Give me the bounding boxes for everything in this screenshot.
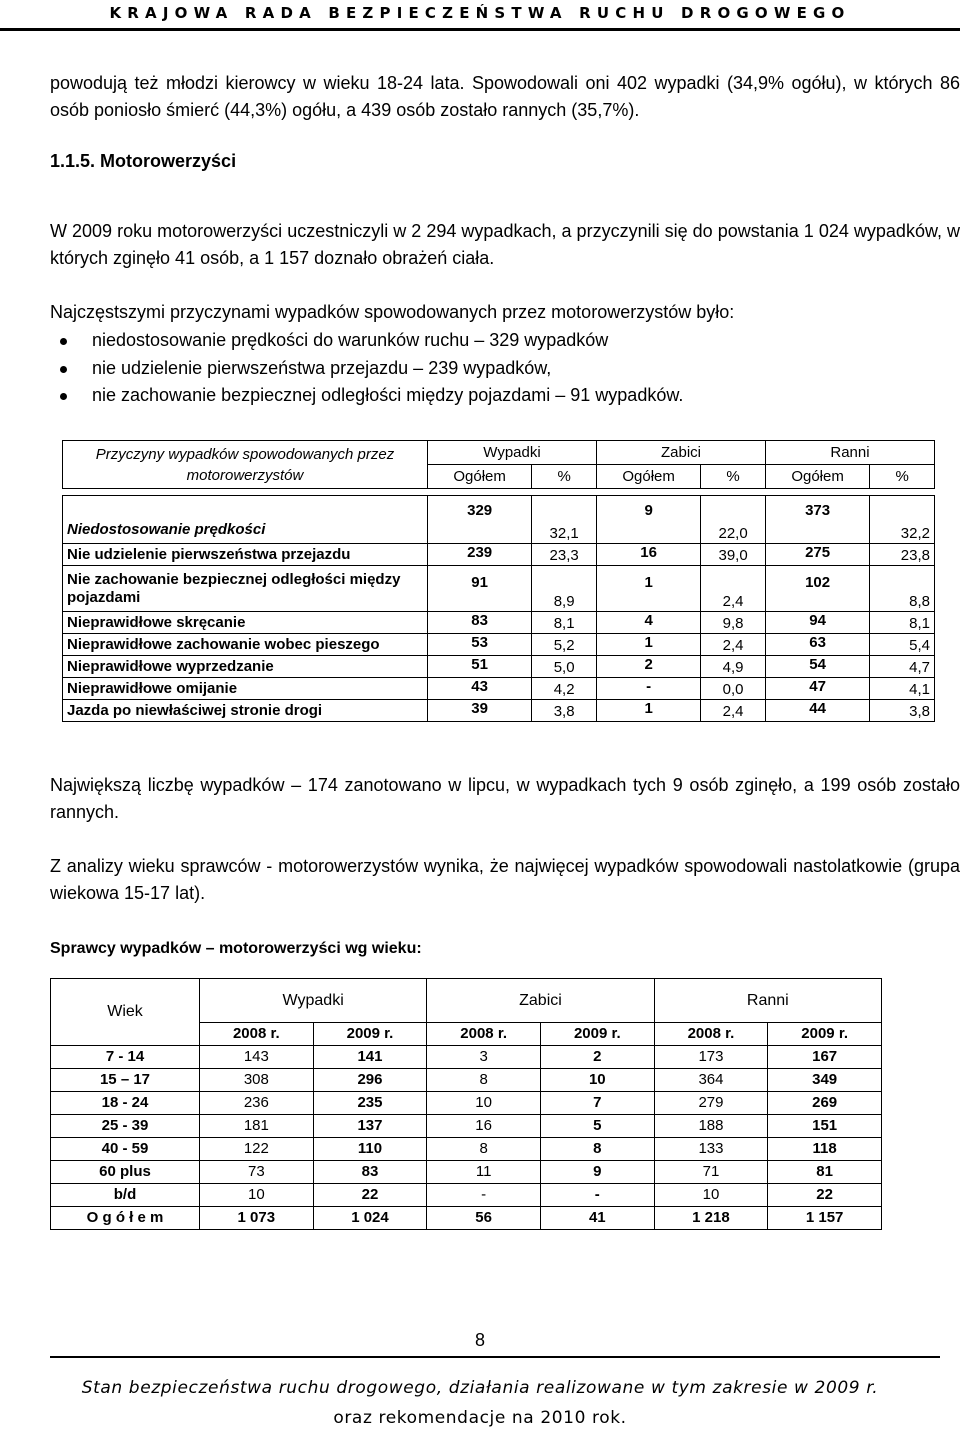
value-cell: 73 <box>200 1161 314 1184</box>
cause-cell: Nie udzielenie pierwszeństwa przejazdu <box>63 544 428 566</box>
group-header: Zabici <box>596 441 765 465</box>
value-cell: 4,2 <box>532 678 597 700</box>
value-cell: 63 <box>765 634 869 656</box>
wiek-header: Wiek <box>51 979 200 1046</box>
value-cell: 43 <box>428 678 532 700</box>
year-header: 2008 r. <box>200 1023 314 1046</box>
table-row <box>51 1046 882 1069</box>
value-cell: 8 <box>427 1069 541 1092</box>
age-cell: b/d <box>51 1184 200 1207</box>
value-cell: 173 <box>654 1046 768 1069</box>
cause-cell: Nieprawidłowe zachowanie wobec pieszego <box>63 634 428 656</box>
table-row <box>51 1184 882 1207</box>
group-header: Ranni <box>654 979 881 1023</box>
value-cell: 235 <box>313 1092 427 1115</box>
value-cell: 1 218 <box>654 1207 768 1230</box>
sub-header: % <box>701 465 766 489</box>
sub-header: % <box>532 465 597 489</box>
value-cell: 279 <box>654 1092 768 1115</box>
age-cell: 25 - 39 <box>51 1115 200 1138</box>
value-cell: - <box>596 678 700 700</box>
value-cell: 9 <box>540 1161 654 1184</box>
value-cell: 54 <box>765 656 869 678</box>
value-cell: 16 <box>596 544 700 566</box>
value-cell: 32,1 <box>532 496 597 544</box>
year-header: 2008 r. <box>427 1023 541 1046</box>
cause-cell: Jazda po niewłaściwej stronie drogi <box>63 700 428 722</box>
value-cell: 2,4 <box>701 566 766 612</box>
header-rule <box>0 28 960 31</box>
value-cell: 8,1 <box>532 612 597 634</box>
sub-header: Ogółem <box>765 465 869 489</box>
value-cell: 2 <box>540 1046 654 1069</box>
value-cell: 4,9 <box>701 656 766 678</box>
value-cell: 2 <box>596 656 700 678</box>
group-header: Zabici <box>427 979 654 1023</box>
age-cell: 7 - 14 <box>51 1046 200 1069</box>
value-cell: 5,2 <box>532 634 597 656</box>
group-header: Wypadki <box>200 979 427 1023</box>
value-cell: 2,4 <box>701 634 766 656</box>
group-header: Wypadki <box>428 441 597 465</box>
table-row <box>63 700 935 722</box>
page-number: 8 <box>474 1330 485 1350</box>
value-cell: 41 <box>540 1207 654 1230</box>
value-cell: 349 <box>768 1069 882 1092</box>
cause-cell: Nieprawidłowe omijanie <box>63 678 428 700</box>
age-cell: 60 plus <box>51 1161 200 1184</box>
value-cell: 1 024 <box>313 1207 427 1230</box>
value-cell: 137 <box>313 1115 427 1138</box>
value-cell: 167 <box>768 1046 882 1069</box>
value-cell: 32,2 <box>870 496 935 544</box>
group-header: Ranni <box>765 441 934 465</box>
value-cell: 1 157 <box>768 1207 882 1230</box>
value-cell: 22 <box>768 1184 882 1207</box>
age-cell: 18 - 24 <box>51 1092 200 1115</box>
value-cell: 10 <box>200 1184 314 1207</box>
value-cell: 11 <box>427 1161 541 1184</box>
value-cell: 0,0 <box>701 678 766 700</box>
value-cell: 3 <box>427 1046 541 1069</box>
table-row <box>63 634 935 656</box>
value-cell: 122 <box>200 1138 314 1161</box>
cause-cell: Nieprawidłowe skręcanie <box>63 612 428 634</box>
table-row <box>51 1115 882 1138</box>
value-cell: 51 <box>428 656 532 678</box>
value-cell: - <box>427 1184 541 1207</box>
value-cell: 236 <box>200 1092 314 1115</box>
causes-list <box>60 327 683 410</box>
value-cell: 44 <box>765 700 869 722</box>
value-cell: 269 <box>768 1092 882 1115</box>
value-cell: 1 073 <box>200 1207 314 1230</box>
value-cell: 1 <box>596 566 700 612</box>
value-cell: 39 <box>428 700 532 722</box>
value-cell: 83 <box>428 612 532 634</box>
sub-header: Ogółem <box>596 465 700 489</box>
value-cell: 1 <box>596 634 700 656</box>
value-cell: 239 <box>428 544 532 566</box>
value-cell: 9 <box>596 496 700 544</box>
cause-cell: Niedostosowanie prędkości <box>63 496 428 544</box>
age-table <box>50 978 882 1230</box>
value-cell: 22,0 <box>701 496 766 544</box>
value-cell: 8 <box>540 1138 654 1161</box>
header-title: KRAJOWA RADA BEZPIECZEŃSTWA RUCHU DROGOWEGO <box>109 4 851 22</box>
value-cell: 102 <box>765 566 869 612</box>
value-cell: 16 <box>427 1115 541 1138</box>
table-row <box>51 1069 882 1092</box>
value-cell: 3,8 <box>532 700 597 722</box>
value-cell: 10 <box>427 1092 541 1115</box>
age-cell: O g ó ł e m <box>51 1207 200 1230</box>
footer-line-1: Stan bezpieczeństwa ruchu drogowego, działania realizowane w tym zakresie w 2009 r. <box>81 1378 879 1398</box>
cause-cell: Nie zachowanie bezpiecznej odległości między pojazdami <box>63 566 428 612</box>
value-cell: 5,0 <box>532 656 597 678</box>
value-cell: 133 <box>654 1138 768 1161</box>
value-cell: 83 <box>313 1161 427 1184</box>
value-cell: 373 <box>765 496 869 544</box>
value-cell: 91 <box>428 566 532 612</box>
table-row <box>51 1092 882 1115</box>
section-paragraph-2: Najczęstszymi przyczynami wypadków spowodowanych przez motorowerzystów było: <box>50 302 735 322</box>
year-header: 2009 r. <box>313 1023 427 1046</box>
list-item: nie udzielenie pierwszeństwa przejazdu – 239 wypadków, <box>60 355 683 383</box>
section-paragraph-1: W 2009 roku motorowerzyści uczestniczyli w 2 294 wypadkach, a przyczynili się do powstania 1 024 wypadków, w których zginęło 41 osób, a 1 157 doznało obrażeń ciała. <box>50 221 960 268</box>
value-cell: 5 <box>540 1115 654 1138</box>
footer-line-2: oraz rekomendacje na 2010 rok. <box>333 1408 627 1428</box>
value-cell: 4,7 <box>870 656 935 678</box>
year-header: 2009 r. <box>540 1023 654 1046</box>
value-cell: 181 <box>200 1115 314 1138</box>
table-row <box>51 1161 882 1184</box>
value-cell: 151 <box>768 1115 882 1138</box>
table-row <box>63 678 935 700</box>
value-cell: 10 <box>654 1184 768 1207</box>
age-cell: 40 - 59 <box>51 1138 200 1161</box>
value-cell: 4 <box>596 612 700 634</box>
table-row <box>51 1207 882 1230</box>
value-cell: 141 <box>313 1046 427 1069</box>
table-row <box>51 1138 882 1161</box>
paragraph-3: Największą liczbę wypadków – 174 zanotowano w lipcu, w wypadkach tych 9 osób zginęło, a 199 osób zostało rannych. <box>50 775 960 822</box>
value-cell: 110 <box>313 1138 427 1161</box>
sub-header: % <box>870 465 935 489</box>
causes-table <box>62 440 935 722</box>
value-cell: 81 <box>768 1161 882 1184</box>
cause-header: Przyczyny wypadków spowodowanych przez motorowerzystów <box>63 441 428 489</box>
list-item: niedostosowanie prędkości do warunków ruchu – 329 wypadków <box>60 327 683 355</box>
value-cell: 2,4 <box>701 700 766 722</box>
intro-paragraph: powodują też młodzi kierowcy w wieku 18-24 lata. Spowodowali oni 402 wypadki (34,9% ogółu), w których 86 osób poniosło śmierć (44,3%) ogółu, a 439 osób zostało rannych (35,7%). <box>50 73 960 120</box>
value-cell: 23,3 <box>532 544 597 566</box>
list-item: nie zachowanie bezpiecznej odległości między pojazdami – 91 wypadków. <box>60 382 683 410</box>
value-cell: 308 <box>200 1069 314 1092</box>
table-row <box>63 612 935 634</box>
year-header: 2008 r. <box>654 1023 768 1046</box>
value-cell: 296 <box>313 1069 427 1092</box>
value-cell: 47 <box>765 678 869 700</box>
value-cell: 364 <box>654 1069 768 1092</box>
value-cell: 275 <box>765 544 869 566</box>
value-cell: 329 <box>428 496 532 544</box>
age-cell: 15 – 17 <box>51 1069 200 1092</box>
value-cell: 53 <box>428 634 532 656</box>
table-row <box>63 656 935 678</box>
value-cell: 8,9 <box>532 566 597 612</box>
table-gap <box>63 489 935 496</box>
value-cell: 22 <box>313 1184 427 1207</box>
value-cell: 9,8 <box>701 612 766 634</box>
table-row <box>63 544 935 566</box>
footer-rule <box>50 1356 940 1358</box>
age-table-title: Sprawcy wypadków – motorowerzyści wg wieku: <box>50 940 422 957</box>
value-cell: 8,8 <box>870 566 935 612</box>
paragraph-4: Z analizy wieku sprawców - motorowerzystów wynika, że najwięcej wypadków spowodowali nastolatkowie (grupa wiekowa 15-17 lat). <box>50 856 960 903</box>
value-cell: 188 <box>654 1115 768 1138</box>
section-heading: 1.1.5. Motorowerzyści <box>50 151 237 171</box>
value-cell: 3,8 <box>870 700 935 722</box>
value-cell: 143 <box>200 1046 314 1069</box>
value-cell: 23,8 <box>870 544 935 566</box>
value-cell: 56 <box>427 1207 541 1230</box>
value-cell: 94 <box>765 612 869 634</box>
table-row <box>63 566 935 612</box>
value-cell: 118 <box>768 1138 882 1161</box>
value-cell: - <box>540 1184 654 1207</box>
table-row <box>63 496 935 544</box>
value-cell: 4,1 <box>870 678 935 700</box>
value-cell: 7 <box>540 1092 654 1115</box>
value-cell: 8 <box>427 1138 541 1161</box>
cause-cell: Nieprawidłowe wyprzedzanie <box>63 656 428 678</box>
value-cell: 1 <box>596 700 700 722</box>
sub-header: Ogółem <box>428 465 532 489</box>
value-cell: 10 <box>540 1069 654 1092</box>
value-cell: 71 <box>654 1161 768 1184</box>
value-cell: 5,4 <box>870 634 935 656</box>
value-cell: 8,1 <box>870 612 935 634</box>
value-cell: 39,0 <box>701 544 766 566</box>
year-header: 2009 r. <box>768 1023 882 1046</box>
